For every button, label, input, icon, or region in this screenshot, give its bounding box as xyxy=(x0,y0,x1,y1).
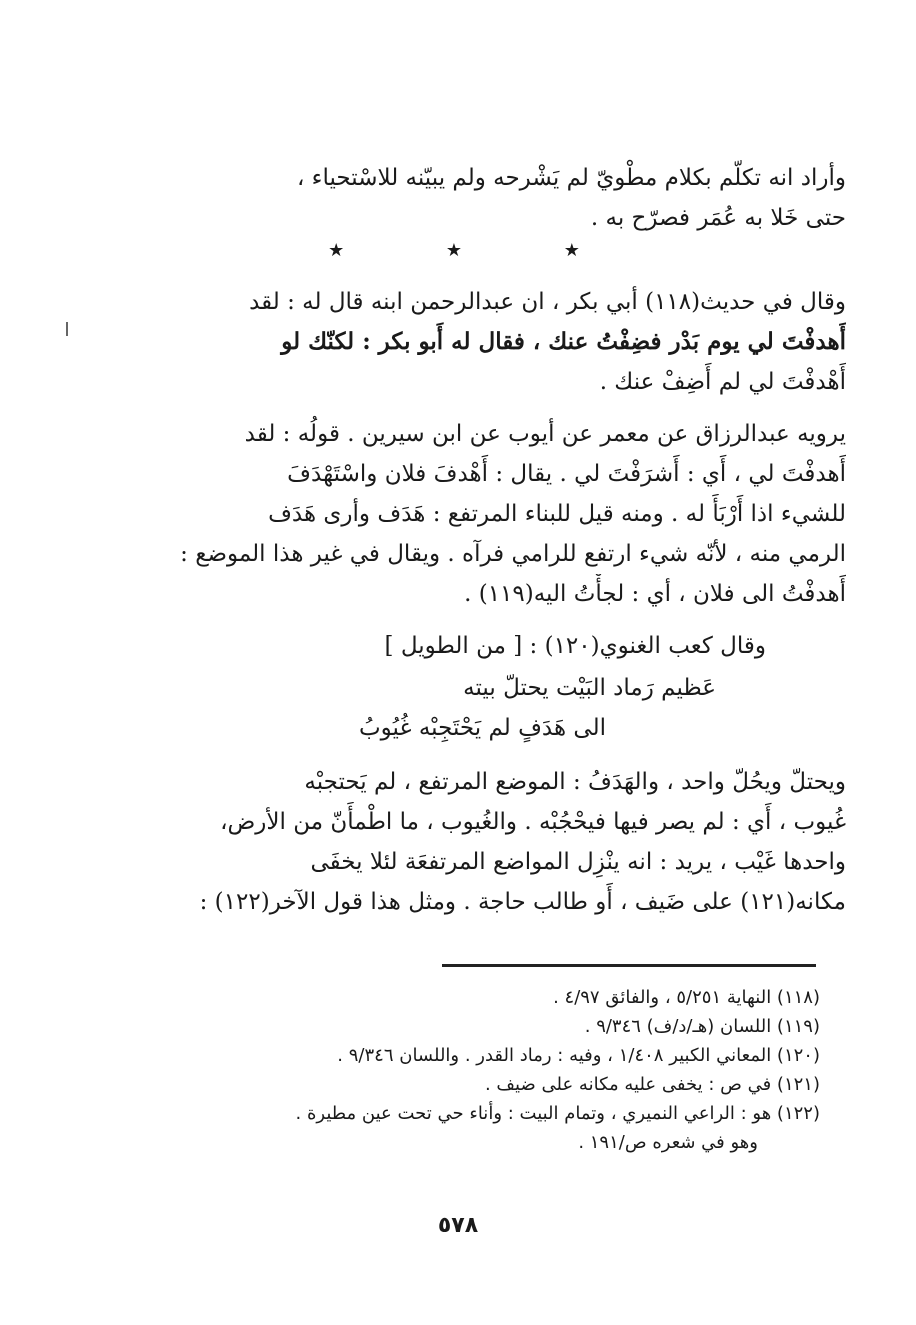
text-line: أَهدفْتُ الى فلان ، أي : لجأْتُ اليه(١١٩) . xyxy=(464,581,846,607)
paragraph-2 xyxy=(146,282,846,402)
text-line: وأراد انه تكلّم بكلام مطْويّ لم يَشْرحه ولم يبيّنه للاسْتحياء ، xyxy=(296,165,846,191)
margin-mark xyxy=(66,322,68,336)
poem-intro: وقال كعب الغنوي(١٢٠) : [ من الطويل ] xyxy=(384,633,766,659)
footnote-118: (١١٨) النهاية ٥/٢٥١ ، والفائق ٤/٩٧ . xyxy=(553,987,820,1008)
text-line: غُيوب ، أَي : لم يصر فيها فيحْجُبْه . والغُيوب ، ما اطْمأَنّ من الأرض، xyxy=(220,809,846,835)
text-line: أَهدفْتَ لي ، أَي : أَشرَفْتَ لي . يقال : أَهْدفَ فلان واسْتَهْدَفَ xyxy=(287,461,846,487)
text-line: أَهْدفْتَ لي لم أَضِفْ عنك . xyxy=(599,369,846,395)
footnote-120: (١٢٠) المعاني الكبير ١/٤٠٨ ، وفيه : رماد القدر . واللسان ٩/٣٤٦ . xyxy=(337,1045,820,1066)
page-number: ٥٧٨ xyxy=(437,1213,479,1238)
footnote-122-continuation: وهو في شعره ص/١٩١ . xyxy=(578,1132,758,1153)
text-line: للشيء اذا أَرْبَأَ له . ومنه قيل للبناء المرتفع : هَدَف وأرى هَدَف xyxy=(268,501,846,527)
text-line: حتى خَلا به عُمَر فصرّح به . xyxy=(590,205,846,231)
paragraph-5 xyxy=(146,762,846,922)
text-line: ويحتلّ ويحُلّ واحد ، والهَدَفُ : الموضع المرتفع ، لم يَحتجبْه xyxy=(304,769,846,795)
footnote-122: (١٢٢) هو : الراعي النميري ، وتمام البيت : وأناء حي تحت عين مطيرة . xyxy=(295,1103,820,1124)
text-line: وقال في حديث(١١٨) أبي بكر ، ان عبدالرحمن ابنه قال له : لقد xyxy=(249,289,846,315)
paragraph-1 xyxy=(146,158,846,238)
paragraph-3 xyxy=(146,414,846,614)
verse-line-2: الى هَدَفٍ لم يَحْتَجِبْه غُيُوبُ xyxy=(359,715,606,741)
text-line-bold: أَهدفْتَ لي يوم بَدْر فضِفْتُ عنك ، فقال له أَبو بكر : لكنّك لو xyxy=(281,328,846,355)
text-line: واحدها غَيْب ، يريد : انه ينْزِل المواضع المرتفعَة لئلا يخفَى xyxy=(310,849,846,875)
footnote-121: (١٢١) في ص : يخفى عليه مكانه على ضيف . xyxy=(484,1074,820,1095)
footnote-rule xyxy=(442,964,816,967)
text-line: الرمي منه ، لأنّه شيء ارتفع للرامي فرآه . ويقال في غير هذا الموضع : xyxy=(180,541,846,567)
section-separator: ★ ★ ★ xyxy=(328,240,628,261)
verse-line-1: عَظيم رَماد البَيْت يحتلّ بيته xyxy=(463,675,716,701)
text-line: مكانه(١٢١) على ضَيف ، أَو طالب حاجة . ومثل هذا قول الآخر(١٢٢) : xyxy=(199,889,846,915)
footnote-119: (١١٩) اللسان (هـ/د/ف) ٩/٣٤٦ . xyxy=(584,1016,820,1037)
footnotes xyxy=(160,983,820,1157)
text-line: يرويه عبدالرزاق عن معمر عن أيوب عن ابن سيرين . قولُه : لقد xyxy=(244,421,846,447)
